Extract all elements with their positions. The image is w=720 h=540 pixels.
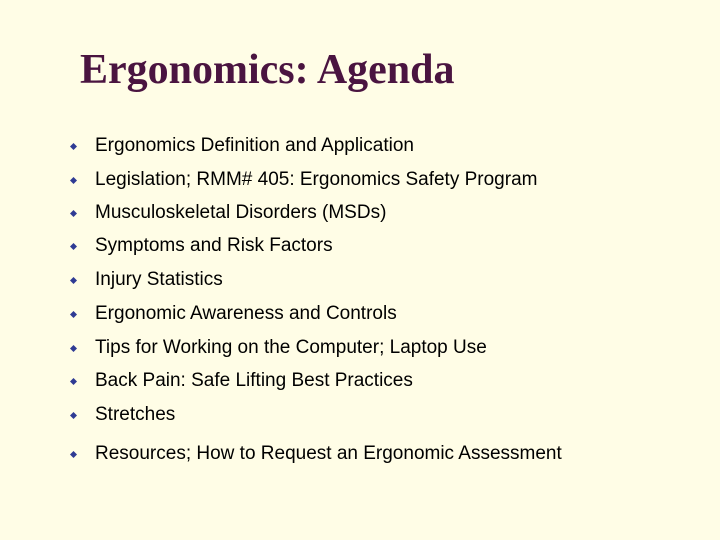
list-item-label: Back Pain: Safe Lifting Best Practices (95, 370, 413, 391)
list-item-label: Legislation; RMM# 405: Ergonomics Safety Program (95, 169, 538, 190)
list-item (70, 335, 487, 361)
diamond-bullet-icon (70, 412, 77, 419)
diamond-bullet-icon (70, 143, 77, 150)
list-item-label: Stretches (95, 404, 176, 425)
diamond-bullet-icon (70, 345, 77, 352)
list-item (70, 441, 562, 467)
list-item-label: Resources; How to Request an Ergonomic Assessment (95, 443, 562, 464)
diamond-bullet-icon (70, 277, 77, 284)
slide-title: Ergonomics: Agenda (80, 47, 455, 93)
list-item (70, 301, 397, 327)
list-item-label: Tips for Working on the Computer; Laptop Use (95, 337, 487, 358)
list-item (70, 133, 414, 159)
list-item-label: Ergonomics Definition and Application (95, 135, 414, 156)
list-item-label: Ergonomic Awareness and Controls (95, 303, 397, 324)
diamond-bullet-icon (70, 451, 77, 458)
list-item (70, 267, 223, 293)
list-item (70, 368, 413, 394)
list-item-label: Musculoskeletal Disorders (MSDs) (95, 202, 387, 223)
diamond-bullet-icon (70, 378, 77, 385)
list-item (70, 200, 386, 226)
list-item-label: Injury Statistics (95, 269, 223, 290)
diamond-bullet-icon (70, 210, 77, 217)
diamond-bullet-icon (70, 243, 77, 250)
list-item (70, 167, 537, 193)
diamond-bullet-icon (70, 311, 77, 318)
list-item-label: Symptoms and Risk Factors (95, 235, 333, 256)
list-item (70, 402, 175, 428)
diamond-bullet-icon (70, 177, 77, 184)
list-item (70, 233, 333, 259)
